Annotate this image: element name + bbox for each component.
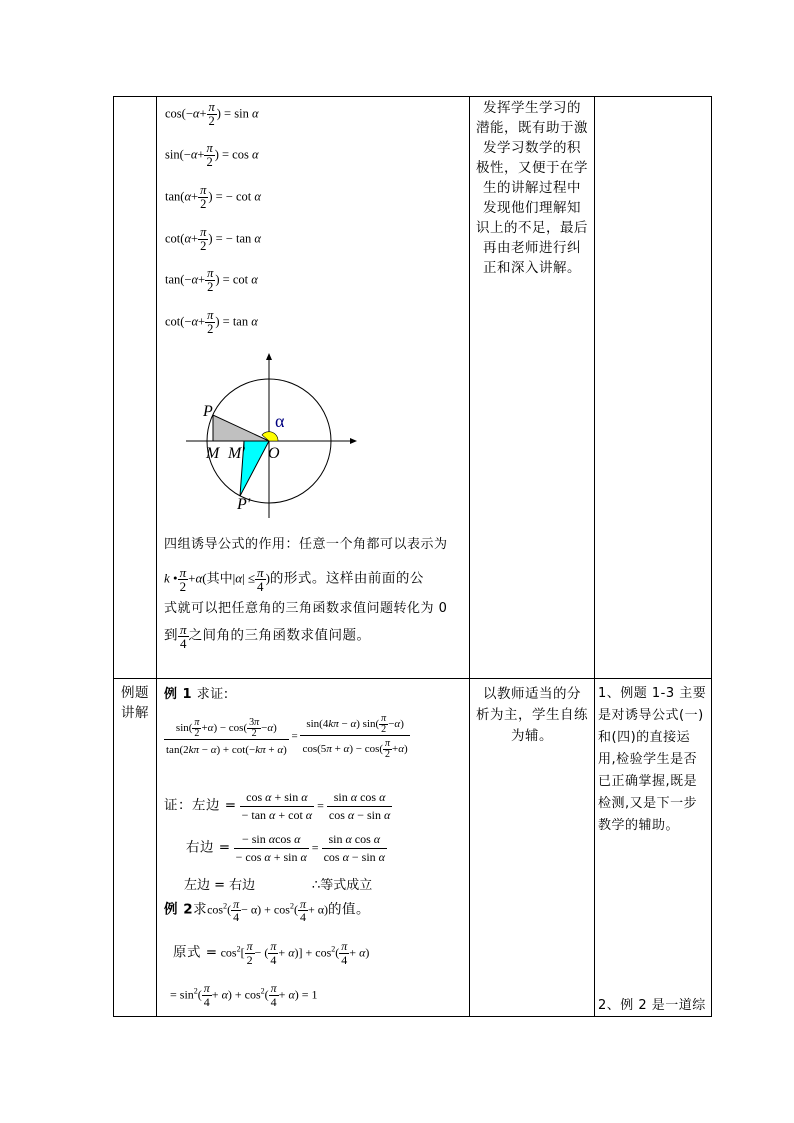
formula-2: sin(−α+ $\frac{\pi}{2}$ ) = cos α — [165, 141, 259, 169]
label-O: O — [268, 445, 280, 462]
example-1-label: 例 1 — [164, 687, 193, 702]
note-line: 已正确掌握,既是 — [598, 774, 698, 789]
summary-line-4-suffix: 之间角的三角函数求值问题。 — [188, 627, 371, 644]
label-P-prime: P' — [237, 496, 251, 513]
proof-left: 证：左边 = $\frac{\text{cos α + sin α}}{\text{− tan α + cot α}}$ = $\frac{\text{sin α cos α}}{\text{cos α − sin α}}$ — [164, 790, 391, 822]
summary-line-2-suffix: 的形式。这样由前面的公 — [269, 570, 424, 587]
summary-line-4: 到 $\frac{\pi}{4}$ 之间角的三角函数求值问题。 — [164, 622, 371, 651]
proof-left-label: 证：左边 = — [164, 797, 237, 814]
purpose-line: 为辅。 — [511, 728, 553, 744]
example-1-equation: sin( $\frac{\pi}{2}$ +α) − cos( $\frac{3\pi}{2}$ −α) tan(2kπ − α) + cot(−kπ + α) = sin(4kπ − α) sin( $\frac{\pi}{2}$ −α) cos(5π + α) − cos( $\frac{\pi}{2}$ +α) — [166, 713, 408, 760]
note-2: 2、例 2 是一道综 — [598, 998, 706, 1013]
formula-3: tan(α+ $\frac{\pi}{2}$ ) = − cot α — [165, 183, 261, 211]
label-M-prime: M' — [228, 445, 245, 462]
purpose-line: 发现他们理解知 — [483, 200, 581, 216]
label-P: P — [203, 403, 213, 420]
summary-line-4-prefix: 到 — [164, 627, 178, 644]
note-line: 教学的辅助。 — [598, 818, 680, 833]
label-alpha: α — [275, 411, 285, 431]
unit-circle-diagram — [180, 352, 365, 522]
example-2-label: 例 2 — [164, 901, 194, 918]
proof-right-label: 右边 = — [186, 839, 231, 856]
note-line: 是对诱导公式(一) — [598, 708, 704, 723]
example-1-prompt: 求证: — [192, 687, 229, 702]
summary-line-1: 四组诱导公式的作用：任意一个角都可以表示为 — [164, 537, 448, 552]
summary-line-2: k • $\frac{\pi}{2}$ +α(其中|α| ≤ $\frac{\pi}{4}$ )的形式。这样由前面的公 — [164, 565, 424, 594]
proof-right: 右边 = $\frac{\text{− sin αcos α}}{\text{− cos α + sin α}}$ = $\frac{\text{sin α cos α}}{\text{cos α − sin α}}$ — [186, 832, 385, 864]
note-line: 和(四)的直接运 — [598, 730, 691, 745]
section-label — [115, 684, 155, 724]
conclusion-equality: 左边 = 右边 — [184, 878, 256, 893]
example-1-title — [164, 685, 229, 704]
example-2-step-2: = $\sin^2$( $\frac{\pi}{4}$ + $\alpha) + \cos^2$( $\frac{\pi}{4}$ + α) = 1 — [170, 981, 318, 1009]
section-label-line-1: 例题 — [121, 685, 149, 701]
note-line: 检测,又是下一步 — [598, 796, 698, 811]
purpose-column-2 — [473, 685, 591, 748]
note-line: 用,检验学生是否 — [598, 752, 698, 767]
example-2-prompt: 求 — [193, 901, 208, 918]
purpose-line: 析为主，学生自练 — [476, 707, 588, 723]
purpose-line: 生的讲解过程中 — [483, 180, 581, 196]
example-2-suffix: 的值。 — [328, 901, 371, 918]
label-M: M — [206, 445, 220, 462]
purpose-line: 极性，又便于在学 — [476, 160, 588, 176]
purpose-line: 发学习数学的积 — [483, 140, 581, 156]
notes-column — [598, 684, 710, 838]
example-2-title: 例 2求$\cos^2$( $\frac{\pi}{4}$ − $\alpha) + \cos^2$( $\frac{\pi}{4}$ + α)的值。 — [164, 897, 371, 924]
purpose-line: 识上的不足，最后 — [476, 220, 588, 236]
note-line: 1、例题 1-3 主要 — [598, 686, 707, 701]
example-2-step-label: 原式 = — [173, 944, 218, 961]
purpose-line: 潜能，既有助于激 — [476, 120, 588, 136]
purpose-line: 以教师适当的分 — [483, 686, 581, 702]
example-2-step-1: 原式 = $\cos^2$[ $\frac{\pi}{2}$ − ( $\frac{\pi}{4}$ + $\alpha)] + \cos^2$( $\frac{\pi}{4}$ + α) — [173, 939, 370, 967]
gray-triangle — [213, 415, 269, 441]
formula-4: cot(α+ $\frac{\pi}{2}$ ) = − tan α — [165, 225, 261, 253]
formula-1: cos(−α+ $\frac{\pi}{2}$ ) = sin α — [165, 100, 259, 128]
conclusion-therefore: ∴等式成立 — [312, 878, 373, 893]
purpose-column-1 — [473, 99, 591, 279]
formula-6: cot(−α+ $\frac{\pi}{2}$ ) = tan α — [165, 308, 258, 336]
section-label-line-2: 讲解 — [121, 705, 149, 721]
purpose-line: 正和深入讲解。 — [483, 260, 581, 276]
summary-line-3: 式就可以把任意角的三角函数求值问题转化为 0 — [164, 601, 448, 616]
purpose-line: 再由老师进行纠 — [483, 240, 581, 256]
purpose-line: 发挥学生学习的 — [483, 100, 581, 116]
formula-5: tan(−α+ $\frac{\pi}{2}$ ) = cot α — [165, 266, 258, 294]
